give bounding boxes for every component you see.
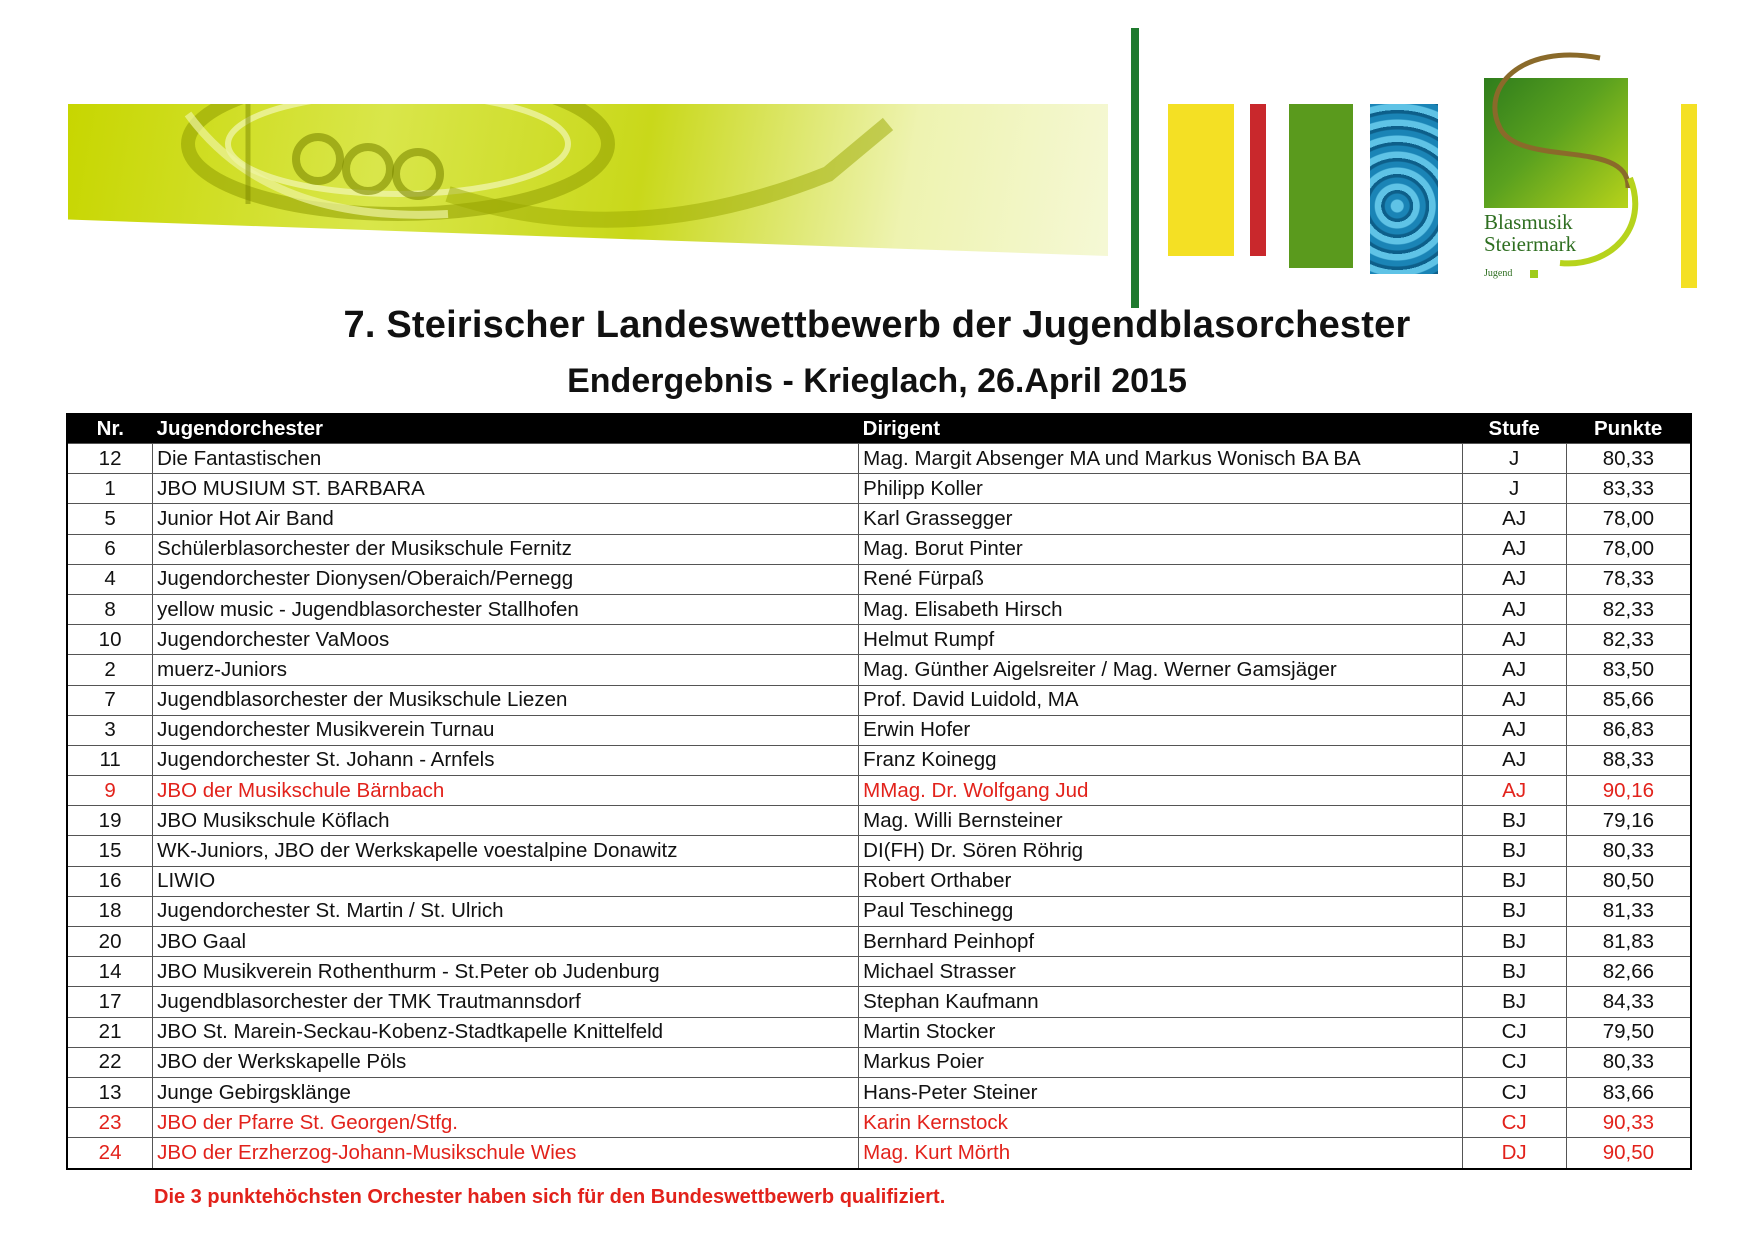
cell-punkte: 83,66 [1566,1077,1691,1107]
col-header-nr: Nr. [67,414,153,444]
cell-stufe: BJ [1462,806,1566,836]
cell-dirigent: Mag. Kurt Mörth [859,1138,1462,1169]
cell-punkte: 80,33 [1566,836,1691,866]
cell-dirigent: Helmut Rumpf [859,625,1462,655]
cell-stufe: BJ [1462,957,1566,987]
cell-nr: 19 [67,806,153,836]
cell-orchester: JBO der Werkskapelle Pöls [153,1047,859,1077]
cell-nr: 7 [67,685,153,715]
cell-orchester: JBO Musikschule Köflach [153,806,859,836]
cell-orchester: Jugendorchester Dionysen/Oberaich/Pernegg [153,564,859,594]
table-row [67,715,1691,745]
page-title: 7. Steirischer Landeswettbewerb der Jugendblasorchester [343,304,1411,346]
table-row [67,776,1691,806]
cell-punkte: 88,33 [1566,745,1691,775]
table-row [67,1138,1691,1169]
cell-punkte: 81,33 [1566,896,1691,926]
cell-dirigent: Hans-Peter Steiner [859,1077,1462,1107]
cell-punkte: 81,83 [1566,927,1691,957]
cell-nr: 13 [67,1077,153,1107]
logo-text-jugend: Jugend [1484,268,1513,279]
cell-orchester: Jugendorchester St. Johann - Arnfels [153,745,859,775]
cell-nr: 2 [67,655,153,685]
cell-dirigent: Robert Orthaber [859,866,1462,896]
table-row [67,896,1691,926]
yellow-bar [1168,104,1234,256]
cell-nr: 10 [67,625,153,655]
cell-nr: 16 [67,866,153,896]
results-table [66,413,1692,1170]
cell-stufe: AJ [1462,685,1566,715]
cell-dirigent: Karl Grassegger [859,504,1462,534]
cell-dirigent: Martin Stocker [859,1017,1462,1047]
logo-text-blasmusik: Blasmusik [1484,210,1573,234]
cell-punkte: 90,33 [1566,1108,1691,1138]
cell-stufe: AJ [1462,564,1566,594]
cell-orchester: Jugendorchester St. Martin / St. Ulrich [153,896,859,926]
logo-text-steiermark: Steiermark [1484,232,1577,256]
cell-nr: 6 [67,534,153,564]
cell-punkte: 80,33 [1566,1047,1691,1077]
table-row [67,504,1691,534]
cell-orchester: Schülerblasorchester der Musikschule Fernitz [153,534,859,564]
table-row [67,1047,1691,1077]
cell-dirigent: Karin Kernstock [859,1108,1462,1138]
cell-stufe: CJ [1462,1017,1566,1047]
yellow-bar-right [1681,104,1697,288]
table-row [67,836,1691,866]
cell-dirigent: Mag. Borut Pinter [859,534,1462,564]
cell-nr: 1 [67,474,153,504]
cell-punkte: 83,33 [1566,474,1691,504]
table-row [67,927,1691,957]
cell-orchester: WK-Juniors, JBO der Werkskapelle voestalpine Donawitz [153,836,859,866]
table-row [67,745,1691,775]
cell-punkte: 86,83 [1566,715,1691,745]
cell-dirigent: Michael Strasser [859,957,1462,987]
table-row [67,957,1691,987]
horn-illustration [68,104,1108,256]
cell-stufe: CJ [1462,1047,1566,1077]
table-header-row [67,414,1691,444]
col-header-stufe: Stufe [1462,414,1566,444]
cell-stufe: J [1462,444,1566,474]
cell-nr: 4 [67,564,153,594]
cell-nr: 14 [67,957,153,987]
cell-orchester: Junge Gebirgsklänge [153,1077,859,1107]
cell-stufe: DJ [1462,1138,1566,1169]
cell-stufe: AJ [1462,776,1566,806]
cell-punkte: 79,16 [1566,806,1691,836]
col-header-dirigent: Dirigent [859,414,1462,444]
cell-stufe: AJ [1462,715,1566,745]
cell-stufe: CJ [1462,1077,1566,1107]
green-divider [1131,28,1139,308]
cell-dirigent: Prof. David Luidold, MA [859,685,1462,715]
cell-orchester: Jugendblasorchester der TMK Trautmannsdorf [153,987,859,1017]
table-row [67,474,1691,504]
blasmusik-logo [1480,48,1650,288]
cell-orchester: Junior Hot Air Band [153,504,859,534]
cell-orchester: Jugendorchester Musikverein Turnau [153,715,859,745]
cell-punkte: 82,33 [1566,594,1691,624]
cell-stufe: AJ [1462,745,1566,775]
cell-nr: 21 [67,1017,153,1047]
cell-orchester: Jugendorchester VaMoos [153,625,859,655]
cell-dirigent: Bernhard Peinhopf [859,927,1462,957]
table-row [67,534,1691,564]
table-row [67,564,1691,594]
cell-orchester: Die Fantastischen [153,444,859,474]
cell-dirigent: Mag. Günther Aigelsreiter / Mag. Werner Gamsjäger [859,655,1462,685]
table-row [67,655,1691,685]
cell-punkte: 79,50 [1566,1017,1691,1047]
table-row [67,1077,1691,1107]
cell-punkte: 78,00 [1566,534,1691,564]
cell-dirigent: Mag. Willi Bernsteiner [859,806,1462,836]
cell-orchester: LIWIO [153,866,859,896]
table-row [67,594,1691,624]
cell-dirigent: Paul Teschinegg [859,896,1462,926]
cell-punkte: 83,50 [1566,655,1691,685]
table-row [67,625,1691,655]
cell-punkte: 82,66 [1566,957,1691,987]
header-banner [0,0,1754,310]
cell-punkte: 78,33 [1566,564,1691,594]
cell-orchester: JBO Musikverein Rothenthurm - St.Peter ob Judenburg [153,957,859,987]
cell-orchester: JBO der Erzherzog-Johann-Musikschule Wies [153,1138,859,1169]
cell-dirigent: Franz Koinegg [859,745,1462,775]
cell-dirigent: Erwin Hofer [859,715,1462,745]
cell-dirigent: René Fürpaß [859,564,1462,594]
cell-punkte: 90,16 [1566,776,1691,806]
col-header-orchester: Jugendorchester [153,414,859,444]
table-row [67,1017,1691,1047]
cell-stufe: AJ [1462,534,1566,564]
table-row [67,806,1691,836]
cell-punkte: 85,66 [1566,685,1691,715]
cell-orchester: JBO MUSIUM ST. BARBARA [153,474,859,504]
table-body [67,444,1691,1169]
cell-orchester: JBO der Pfarre St. Georgen/Stfg. [153,1108,859,1138]
cell-orchester: yellow music - Jugendblasorchester Stallhofen [153,594,859,624]
cell-dirigent: Markus Poier [859,1047,1462,1077]
cell-punkte: 78,00 [1566,504,1691,534]
cell-stufe: AJ [1462,504,1566,534]
table-row [67,987,1691,1017]
red-bar [1250,104,1266,256]
cell-punkte: 84,33 [1566,987,1691,1017]
cell-dirigent: Mag. Elisabeth Hirsch [859,594,1462,624]
table-row [67,866,1691,896]
table-row [67,444,1691,474]
cell-stufe: BJ [1462,866,1566,896]
cell-nr: 12 [67,444,153,474]
cell-punkte: 82,33 [1566,625,1691,655]
cell-nr: 8 [67,594,153,624]
cell-stufe: BJ [1462,927,1566,957]
cell-nr: 11 [67,745,153,775]
cell-nr: 23 [67,1108,153,1138]
qualification-note: Die 3 punktehöchsten Orchester haben sich für den Bundeswettbewerb qualifiziert. [154,1186,946,1208]
logo-small-square [1530,270,1538,278]
cell-stufe: BJ [1462,836,1566,866]
cell-punkte: 80,33 [1566,444,1691,474]
cell-punkte: 80,50 [1566,866,1691,896]
page-subtitle: Endergebnis - Krieglach, 26.April 2015 [567,362,1187,400]
cell-orchester: JBO St. Marein-Seckau-Kobenz-Stadtkapelle Knittelfeld [153,1017,859,1047]
cell-dirigent: Stephan Kaufmann [859,987,1462,1017]
cell-stufe: AJ [1462,655,1566,685]
cell-nr: 22 [67,1047,153,1077]
cell-nr: 20 [67,927,153,957]
cell-stufe: AJ [1462,625,1566,655]
cell-nr: 9 [67,776,153,806]
cell-stufe: BJ [1462,987,1566,1017]
cell-punkte: 90,50 [1566,1138,1691,1169]
cell-dirigent: Philipp Koller [859,474,1462,504]
cell-dirigent: MMag. Dr. Wolfgang Jud [859,776,1462,806]
cell-orchester: Jugendblasorchester der Musikschule Liezen [153,685,859,715]
cell-orchester: JBO der Musikschule Bärnbach [153,776,859,806]
cell-nr: 18 [67,896,153,926]
cell-nr: 5 [67,504,153,534]
horn-photo-band [68,104,1108,256]
table-row [67,685,1691,715]
cell-stufe: J [1462,474,1566,504]
cell-stufe: CJ [1462,1108,1566,1138]
cell-dirigent: Mag. Margit Absenger MA und Markus Wonisch BA BA [859,444,1462,474]
cell-nr: 15 [67,836,153,866]
cell-orchester: muerz-Juniors [153,655,859,685]
col-header-punkte: Punkte [1566,414,1691,444]
cell-nr: 3 [67,715,153,745]
cell-dirigent: DI(FH) Dr. Sören Röhrig [859,836,1462,866]
cell-nr: 17 [67,987,153,1017]
clarinet-photo-bar [1370,104,1438,274]
table-row [67,1108,1691,1138]
cell-stufe: AJ [1462,594,1566,624]
green-bar [1289,104,1353,268]
cell-nr: 24 [67,1138,153,1169]
cell-orchester: JBO Gaal [153,927,859,957]
cell-stufe: BJ [1462,896,1566,926]
